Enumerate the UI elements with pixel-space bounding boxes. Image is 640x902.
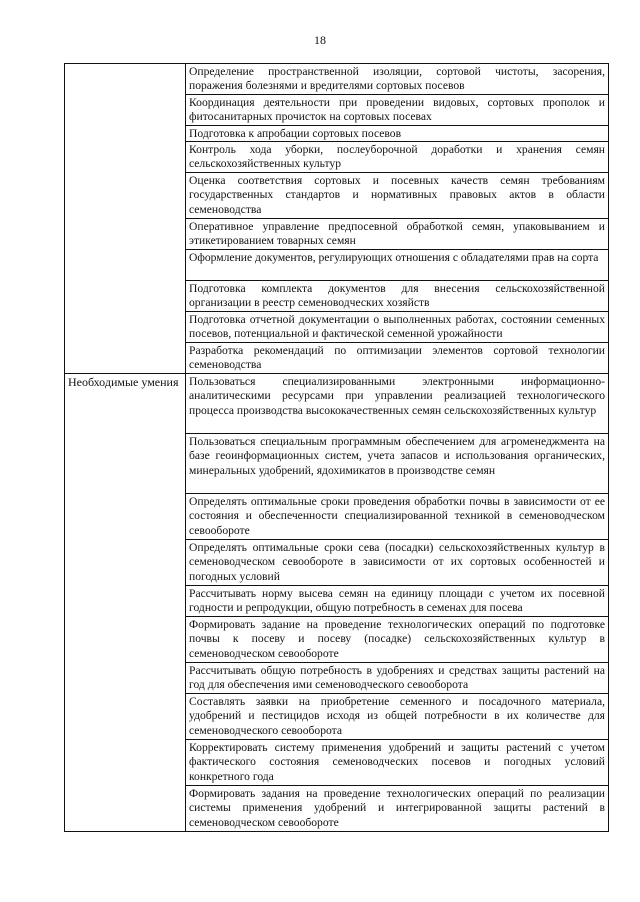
table-cell: [186, 64, 609, 95]
cell-text: Формировать задания на проведение технологических операций по реализации системы применения удобрений и интегрированной защиты растений в семеноводческом севообороте: [189, 787, 605, 829]
table-cell: [186, 494, 609, 540]
cell-text: Пользоваться специальным программным обеспечением для агроменеджмента на базе геоинформационных систем, учета запасов и использования органических, минеральных удобрений, ядохимикатов в производстве семян: [189, 435, 605, 477]
cell-text: Корректировать систему применения удобрений и защиты растений с учетом фактического состояния семеноводческих посевов и погодных условий конкретного года: [189, 741, 605, 783]
table-cell: [186, 434, 609, 494]
cell-text: Формировать задание на проведение технологических операций по подготовке почвы к посеву и посеву (посадке) сельскохозяйственных культур в семеноводческом севообороте: [189, 618, 605, 660]
competency-table: [64, 63, 609, 832]
table-cell: [186, 663, 609, 694]
table-cell: [186, 126, 609, 142]
cell-text: Подготовка к апробации сортовых посевов: [189, 127, 402, 140]
table-cell: [186, 312, 609, 343]
table-cell: [186, 142, 609, 173]
table-row: [65, 374, 609, 434]
table-cell: [186, 617, 609, 663]
cell-text: Контроль хода уборки, послеуборочной доработки и хранения семян сельскохозяйственных культур: [189, 143, 605, 171]
table-cell: [186, 95, 609, 126]
table-cell: [186, 694, 609, 740]
cell-text: Оперативное управление предпосевной обработкой семян, упаковыванием и этикетированием товарных семян: [189, 220, 605, 248]
cell-text: Подготовка комплекта документов для внесения сельскохозяйственной организации в реестр семеноводческих хозяйств: [189, 282, 605, 310]
cell-text: Разработка рекомендаций по оптимизации элементов сортовой технологии семеноводства: [189, 344, 605, 372]
table-cell: [186, 540, 609, 586]
cell-text: Подготовка отчетной документации о выполненных работах, состоянии семенных посевов, потенциальной и фактической семенной урожайности: [189, 313, 605, 341]
page-number: 18: [314, 33, 326, 47]
table-row: [65, 64, 609, 95]
row-label: [65, 64, 186, 374]
cell-text: Рассчитывать норму высева семян на единицу площади с учетом их посевной годности и репродукции, общую потребность в семенах для посева: [189, 587, 605, 615]
table-cell: [186, 219, 609, 250]
cell-text: Определять оптимальные сроки сева (посадки) сельскохозяйственных культур в семеноводческом севообороте в зависимости от их сортовых особенностей и погодных условий: [189, 541, 605, 583]
cell-text: Определять оптимальные сроки проведения обработки почвы в зависимости от ее состояния и обеспеченности специализированной техникой в семеноводческом севообороте: [189, 495, 605, 537]
cell-text: Оценка соответствия сортовых и посевных качеств семян требованиям государственных стандартов и нормативных правовых актов в области семеноводства: [189, 174, 605, 216]
table-cell: [186, 586, 609, 617]
table-cell: [186, 173, 609, 219]
cell-text: Определение пространственной изоляции, сортовой чистоты, засорения, поражения болезнями и вредителями сортовых посевов: [189, 65, 605, 93]
table-cell: [186, 786, 609, 832]
table-cell: [186, 374, 609, 434]
table-cell: [186, 343, 609, 374]
cell-text: Составлять заявки на приобретение семенного и посадочного материала, удобрений и пестицидов исходя из общей потребности в их количестве для семеноводческого севооборота: [189, 695, 605, 737]
row-label: Необходимые умения: [65, 374, 186, 832]
table-cell: [186, 250, 609, 281]
cell-text: Рассчитывать общую потребность в удобрениях и средствах защиты растений на год для обеспечения ими семеноводческого севооборота: [189, 664, 605, 692]
cell-text: Пользоваться специализированными электронными информационно-аналитическими ресурсами при управлении реализацией технологического процесса производства высококачественных семян сельскохозяйственных культур: [189, 375, 605, 417]
table-cell: [186, 740, 609, 786]
cell-text: Оформление документов, регулирующих отношения с обладателями прав на сорта: [189, 251, 599, 265]
table-cell: [186, 281, 609, 312]
cell-text: Координация деятельности при проведении видовых, сортовых прополок и фитосанитарных прочисток на сортовых посевах: [189, 96, 605, 124]
